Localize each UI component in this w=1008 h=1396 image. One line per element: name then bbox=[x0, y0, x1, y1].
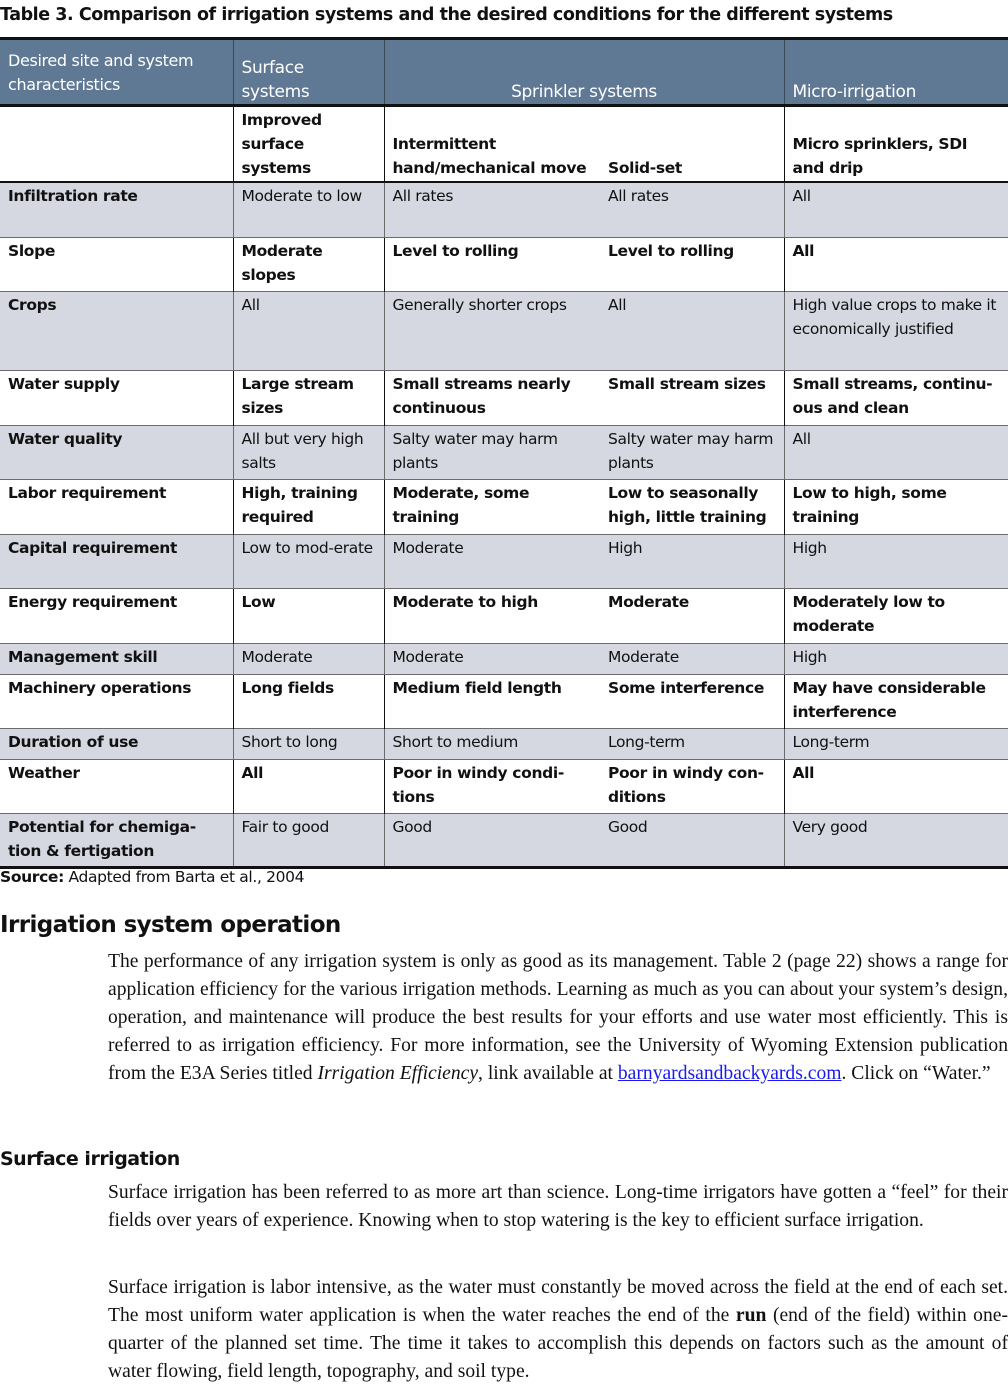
subheader-micro-sprinklers: Micro sprinklers, SDI and drip bbox=[784, 106, 1008, 183]
cell-micro: All bbox=[784, 759, 1008, 813]
cell-intermittent: Poor in windy condi-tions bbox=[384, 759, 600, 813]
row-label: Water supply bbox=[0, 370, 233, 425]
cell-intermittent: Short to medium bbox=[384, 728, 600, 759]
cell-intermittent: All rates bbox=[384, 182, 600, 237]
cell-surface: All bbox=[233, 291, 384, 370]
table-row bbox=[0, 674, 1008, 728]
cell-intermittent: Moderate, some training bbox=[384, 479, 600, 534]
cell-solid-set: Long-term bbox=[600, 728, 784, 759]
subheader-solid-set: Solid-set bbox=[600, 106, 784, 183]
cell-intermittent: Generally shorter crops bbox=[384, 291, 600, 370]
cell-micro: Small streams, continu-ous and clean bbox=[784, 370, 1008, 425]
row-label: Water quality bbox=[0, 425, 233, 479]
cell-surface: Large stream sizes bbox=[233, 370, 384, 425]
source-text: Adapted from Barta et al., 2004 bbox=[63, 868, 305, 886]
table-row bbox=[0, 370, 1008, 425]
cell-intermittent: Good bbox=[384, 813, 600, 867]
cell-solid-set: Good bbox=[600, 813, 784, 867]
barnyards-link[interactable]: barnyardsandbackyards.com bbox=[617, 1063, 842, 1084]
table-row bbox=[0, 479, 1008, 534]
cell-micro: May have considerable interference bbox=[784, 674, 1008, 728]
cell-solid-set: High bbox=[600, 534, 784, 588]
cell-solid-set: Moderate bbox=[600, 643, 784, 674]
paragraph-text: Surface irrigation is labor intensive, as the water must constantly be moved across the field at the end of each set. The most uniform water application is when the water reaches the end of the bbox=[108, 1277, 1008, 1326]
cell-micro: High value crops to make it economically justified bbox=[784, 291, 1008, 370]
table-subheader-row bbox=[0, 106, 1008, 183]
cell-solid-set: Level to rolling bbox=[600, 237, 784, 291]
paragraph-text: , link available at bbox=[478, 1063, 618, 1084]
cell-solid-set: All bbox=[600, 291, 784, 370]
table-row bbox=[0, 425, 1008, 479]
cell-micro: Low to high, some training bbox=[784, 479, 1008, 534]
cell-surface: All but very high salts bbox=[233, 425, 384, 479]
cell-solid-set: Salty water may harm plants bbox=[600, 425, 784, 479]
cell-intermittent: Salty water may harm plants bbox=[384, 425, 600, 479]
cell-micro: Moderately low to moderate bbox=[784, 588, 1008, 643]
section-heading-surface-irrigation: Surface irrigation bbox=[0, 1148, 180, 1170]
section-heading-irrigation-system-operation: Irrigation system operation bbox=[0, 912, 341, 938]
cell-surface: Fair to good bbox=[233, 813, 384, 867]
subheader-empty bbox=[0, 106, 233, 183]
table-row bbox=[0, 534, 1008, 588]
table-row bbox=[0, 759, 1008, 813]
row-label: Infiltration rate bbox=[0, 182, 233, 237]
header-sprinkler-systems: Sprinkler systems bbox=[384, 39, 784, 106]
cell-surface: High, training required bbox=[233, 479, 384, 534]
cell-solid-set: Some interference bbox=[600, 674, 784, 728]
cell-micro: High bbox=[784, 643, 1008, 674]
paragraph-surface-labor bbox=[108, 1274, 1008, 1386]
row-label: Duration of use bbox=[0, 728, 233, 759]
paragraph-surface-art: Surface irrigation has been referred to as more art than science. Long-time irrigators have gotten a “feel” for their fields over years of experience. Knowing when to stop watering is the key to efficient surface irrigation. bbox=[108, 1182, 1008, 1231]
cell-surface: Moderate slopes bbox=[233, 237, 384, 291]
header-characteristics: Desired site and system characteristics bbox=[0, 39, 233, 106]
cell-micro: All bbox=[784, 237, 1008, 291]
row-label: Energy requirement bbox=[0, 588, 233, 643]
cell-surface: All bbox=[233, 759, 384, 813]
term-run: run bbox=[735, 1305, 767, 1326]
header-surface-systems: Surface systems bbox=[233, 39, 384, 106]
comparison-table bbox=[0, 37, 1008, 869]
table-row bbox=[0, 728, 1008, 759]
cell-micro: Very good bbox=[784, 813, 1008, 867]
cell-surface: Long fields bbox=[233, 674, 384, 728]
cell-intermittent: Small streams nearly continuous bbox=[384, 370, 600, 425]
table-row bbox=[0, 813, 1008, 867]
cell-micro: All bbox=[784, 182, 1008, 237]
cell-intermittent: Medium field length bbox=[384, 674, 600, 728]
cell-solid-set: Moderate bbox=[600, 588, 784, 643]
cell-surface: Short to long bbox=[233, 728, 384, 759]
cell-intermittent: Moderate to high bbox=[384, 588, 600, 643]
cell-micro: High bbox=[784, 534, 1008, 588]
cell-solid-set: Low to seasonally high, little training bbox=[600, 479, 784, 534]
cell-solid-set: Small stream sizes bbox=[600, 370, 784, 425]
subheader-improved-surface: Improved surface systems bbox=[233, 106, 384, 183]
cell-surface: Moderate to low bbox=[233, 182, 384, 237]
paragraph-text: (end of the field) within one-quarter of the planned set time. The time it takes to accomplish this depends on factors such as the amount of water flowing, field length, topography, and soil type. bbox=[108, 1305, 1008, 1382]
row-label: Capital requirement bbox=[0, 534, 233, 588]
cell-intermittent: Level to rolling bbox=[384, 237, 600, 291]
paragraph-irrigation-operation bbox=[108, 948, 1008, 1088]
row-label: Crops bbox=[0, 291, 233, 370]
paragraph-text: . Click on “Water.” bbox=[841, 1063, 991, 1084]
row-label: Potential for chemiga-tion & fertigation bbox=[0, 813, 233, 867]
row-label: Slope bbox=[0, 237, 233, 291]
cell-surface: Low bbox=[233, 588, 384, 643]
header-micro-irrigation: Micro-irrigation bbox=[784, 39, 1008, 106]
table-row bbox=[0, 237, 1008, 291]
table-title: Table 3. Comparison of irrigation systems and the desired conditions for the different systems bbox=[0, 5, 893, 25]
row-label: Weather bbox=[0, 759, 233, 813]
publication-title: Irrigation Efficiency bbox=[317, 1063, 479, 1084]
source-label: Source: bbox=[0, 868, 64, 886]
table-source-note bbox=[0, 868, 304, 886]
row-label: Management skill bbox=[0, 643, 233, 674]
row-label: Labor requirement bbox=[0, 479, 233, 534]
cell-solid-set: All rates bbox=[600, 182, 784, 237]
table-header-row bbox=[0, 39, 1008, 106]
cell-solid-set: Poor in windy con-ditions bbox=[600, 759, 784, 813]
table-row bbox=[0, 588, 1008, 643]
cell-micro: All bbox=[784, 425, 1008, 479]
subheader-intermittent: Intermittent hand/mechanical move bbox=[384, 106, 600, 183]
cell-intermittent: Moderate bbox=[384, 534, 600, 588]
table-row bbox=[0, 182, 1008, 237]
cell-micro: Long-term bbox=[784, 728, 1008, 759]
cell-intermittent: Moderate bbox=[384, 643, 600, 674]
cell-surface: Moderate bbox=[233, 643, 384, 674]
table-row bbox=[0, 643, 1008, 674]
paragraph-text: The performance of any irrigation system is only as good as its management. Table 2 (page 22) shows a range for application efficiency for the various irrigation methods. Learning as much as you can about your system’s design, operation, and maintenance will produce the best results for your efforts and use water most efficiently. This is referred to as irrigation efficiency. For more information, see the University of Wyoming Extension publication from the E3A Series titled bbox=[108, 951, 1008, 1084]
cell-surface: Low to mod-erate bbox=[233, 534, 384, 588]
row-label: Machinery operations bbox=[0, 674, 233, 728]
table-row bbox=[0, 291, 1008, 370]
